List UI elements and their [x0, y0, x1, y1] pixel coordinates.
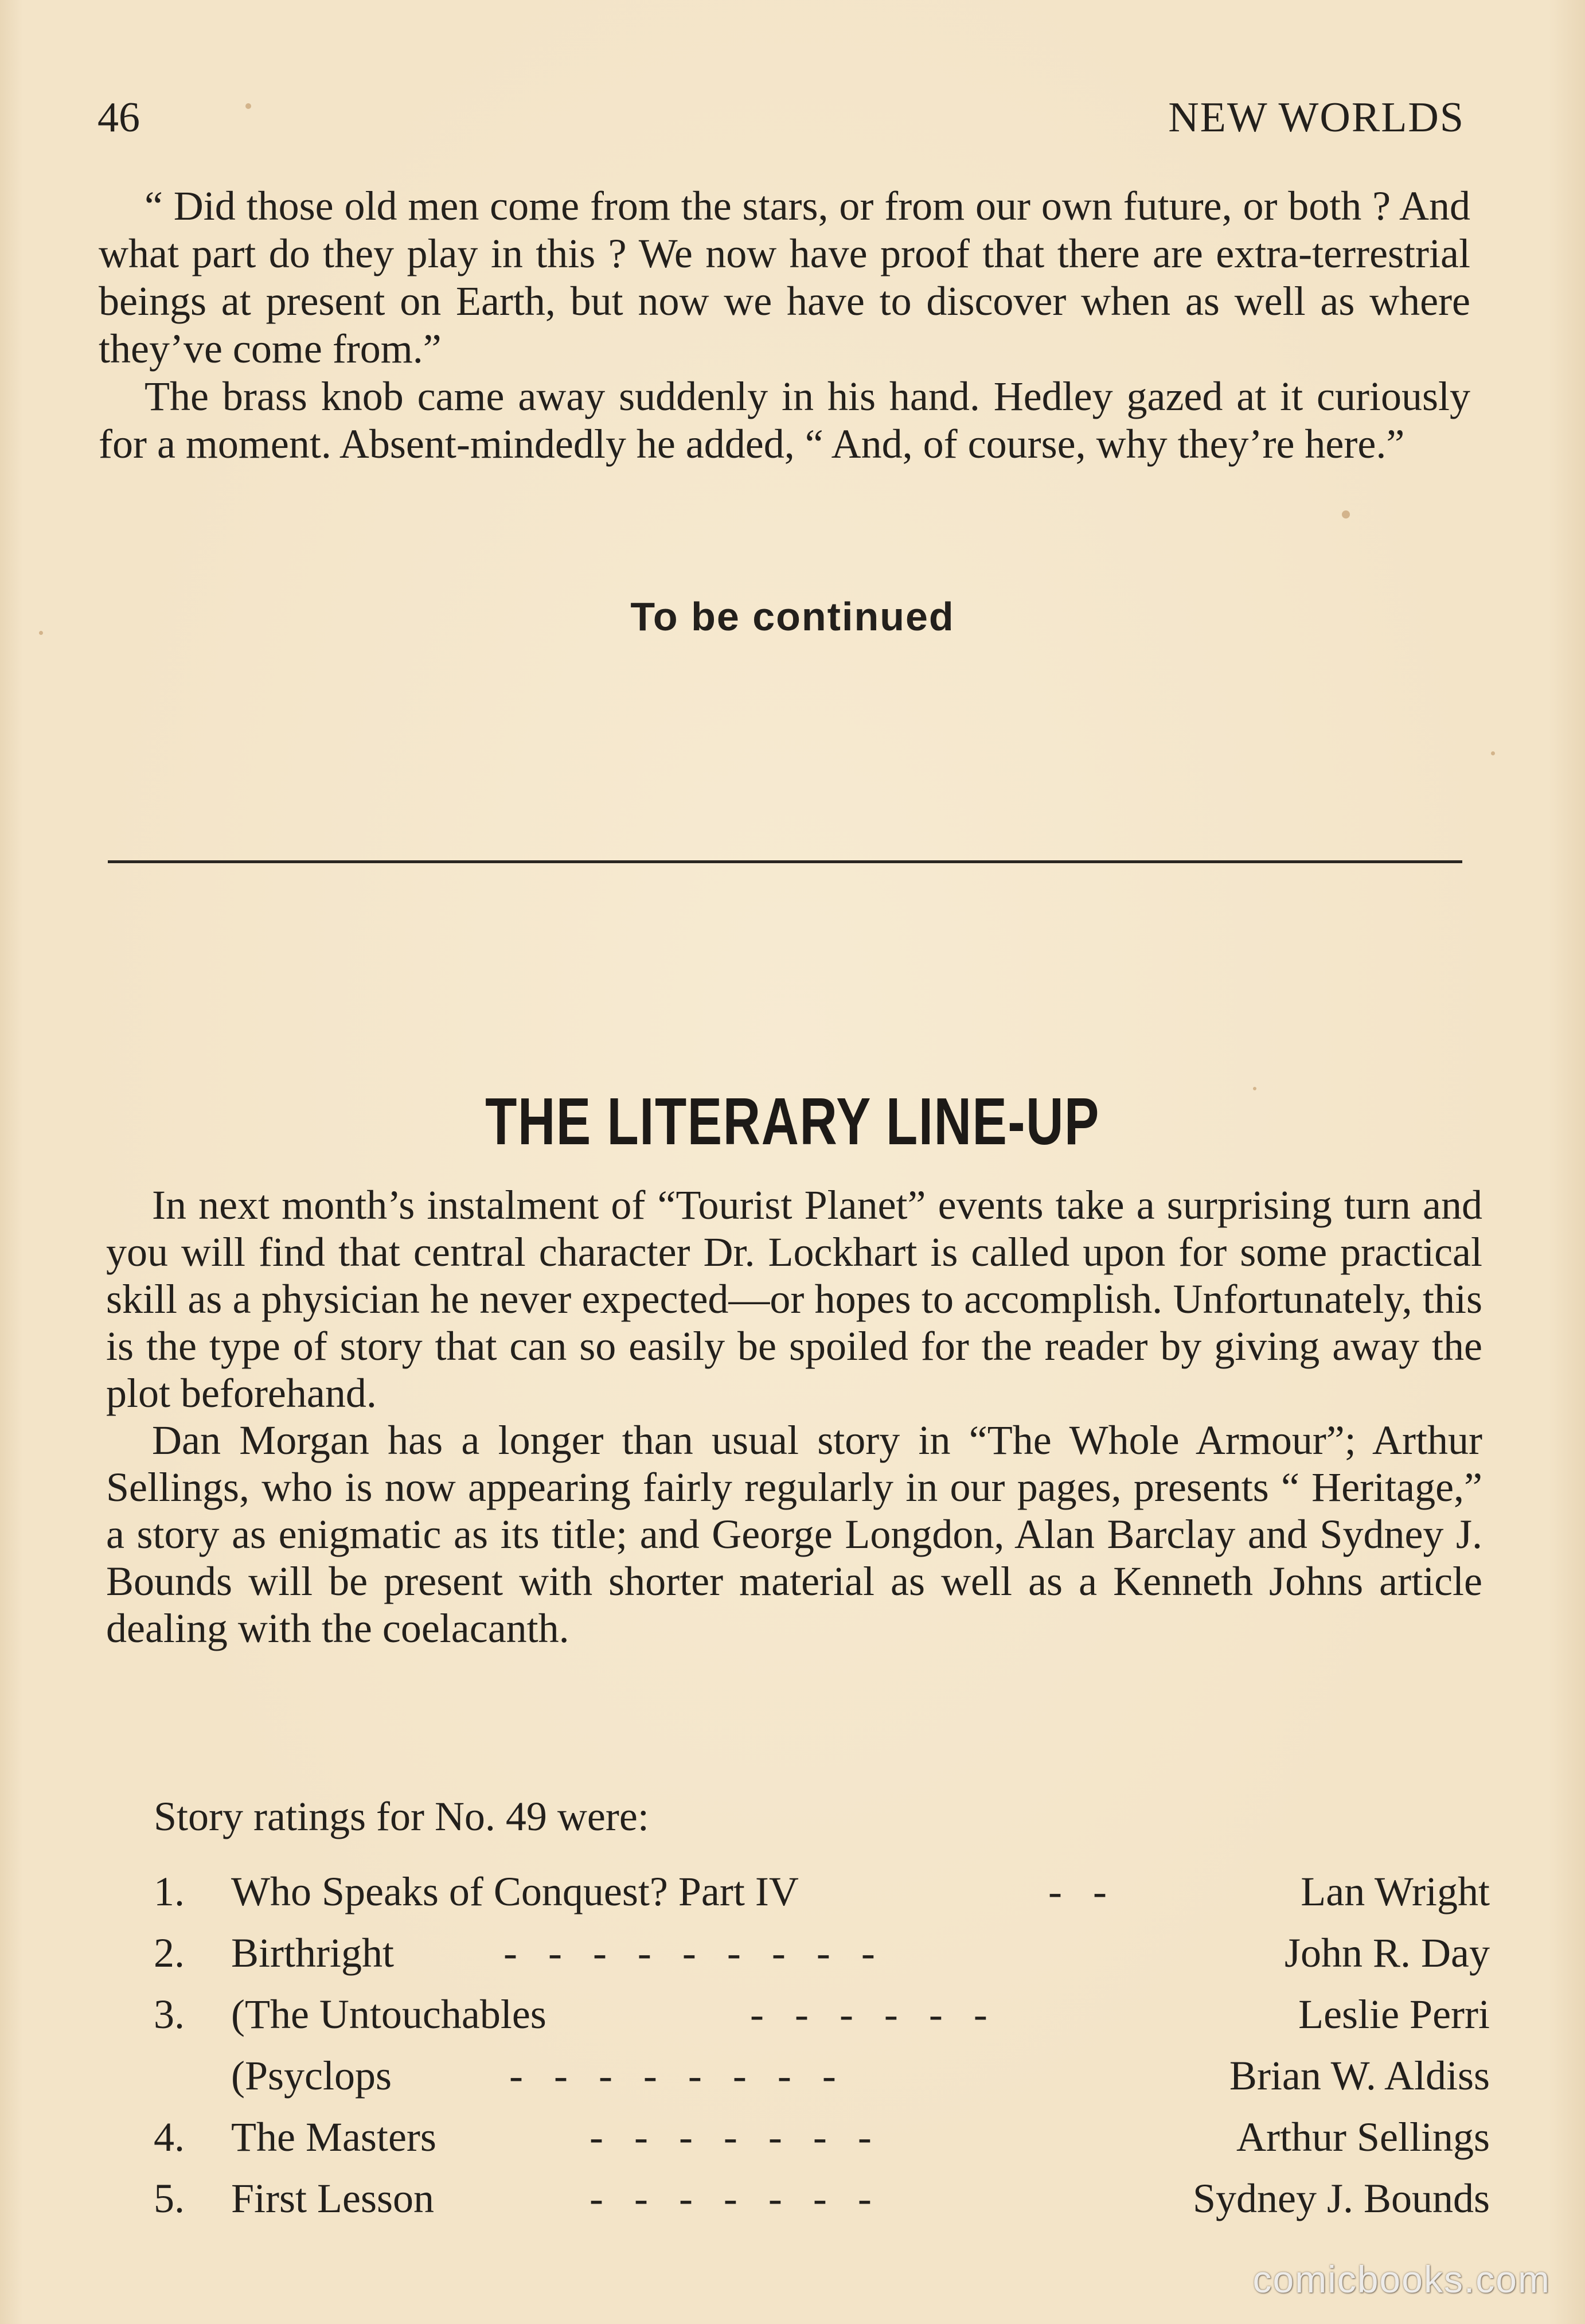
rating-number: 4.	[154, 2114, 185, 2160]
story-title: Birthright	[231, 1930, 394, 1976]
rating-row	[154, 2045, 1490, 2107]
site-watermark: comicbooks.com	[1252, 2258, 1551, 2300]
paper-speck	[1491, 751, 1495, 755]
ratings-list	[154, 1861, 1490, 2229]
rating-row	[154, 2168, 1490, 2229]
magazine-title: NEW WORLDS	[1168, 94, 1465, 141]
page-number: 46	[97, 94, 140, 141]
story-title: The Masters	[231, 2114, 436, 2160]
leader-dashes: - -	[1048, 1869, 1107, 1914]
to-be-continued: To be continued	[630, 594, 955, 639]
story-author: John R. Day	[1285, 1930, 1490, 1976]
section-divider	[108, 860, 1462, 863]
rating-row	[154, 2107, 1490, 2168]
leader-dashes: - - - - - -	[750, 1991, 987, 2037]
rating-number: 2.	[154, 1930, 185, 1976]
lineup-paragraph: Dan Morgan has a longer than usual story in “The Whole Armour”; Arthur Sellings, who is now appearing fairly regularly in our pages, presents “ Heritage,” a story as enigmatic as its title; and George Longdon, Alan Barclay and Sydney J. Bounds will be present with shorter material as well as a Kenneth Johns article dealing with the coelacanth.	[106, 1417, 1482, 1651]
rating-row	[154, 1984, 1490, 2045]
leader-dashes: - - - - - - - - -	[503, 1930, 875, 1976]
story-author: Arthur Sellings	[1236, 2114, 1490, 2160]
rating-row	[154, 1861, 1490, 1923]
story-paragraph: The brass knob came away suddenly in his hand. Hedley gazed at it curiously for a moment. Absent-mindedly he added, “ And, of course, why they’re here.”	[99, 373, 1470, 467]
rating-row	[154, 1923, 1490, 1984]
story-title: First Lesson	[231, 2175, 435, 2221]
leader-dashes: - - - - - - - -	[509, 2053, 836, 2099]
leader-dashes: - - - - - - -	[590, 2114, 872, 2160]
ratings-intro: Story ratings for No. 49 were:	[154, 1793, 649, 1839]
story-title: (Psyclops	[231, 2053, 392, 2099]
story-author: Leslie Perri	[1298, 1991, 1490, 2037]
story-author: Sydney J. Bounds	[1192, 2175, 1490, 2221]
running-head	[97, 86, 1465, 149]
leader-dashes: - - - - - - -	[590, 2175, 872, 2221]
story-conclusion	[99, 182, 1470, 468]
lineup-body	[106, 1182, 1482, 1652]
rating-number: 3.	[154, 1991, 185, 2037]
story-title: (The Untouchables	[231, 1991, 546, 2037]
story-author: Lan Wright	[1301, 1869, 1490, 1914]
rating-number: 1.	[154, 1869, 185, 1914]
story-paragraph: “ Did those old men come from the stars, or from our own future, or both ? And what part do they play in this ? We now have proof that there are extra-terrestrial beings at present on Earth, but now we have to discover when as well as where they’ve come from.”	[99, 183, 1470, 372]
lineup-paragraph: In next month’s instalment of “Tourist Planet” events take a surprising turn and you will find that central character Dr. Lockhart is called upon for some practical skill as a physician he never expected—or hopes to accomplish. Unfortunately, this is the type of story that can so easily be spoiled for the reader by giving away the plot beforehand.	[106, 1182, 1482, 1416]
story-title: Who Speaks of Conquest? Part IV	[231, 1869, 799, 1914]
paper-speck	[1342, 510, 1350, 518]
story-author: Brian W. Aldiss	[1229, 2053, 1490, 2099]
section-title: THE LITERARY LINE-UP	[485, 1084, 1100, 1159]
rating-number: 5.	[154, 2175, 185, 2221]
